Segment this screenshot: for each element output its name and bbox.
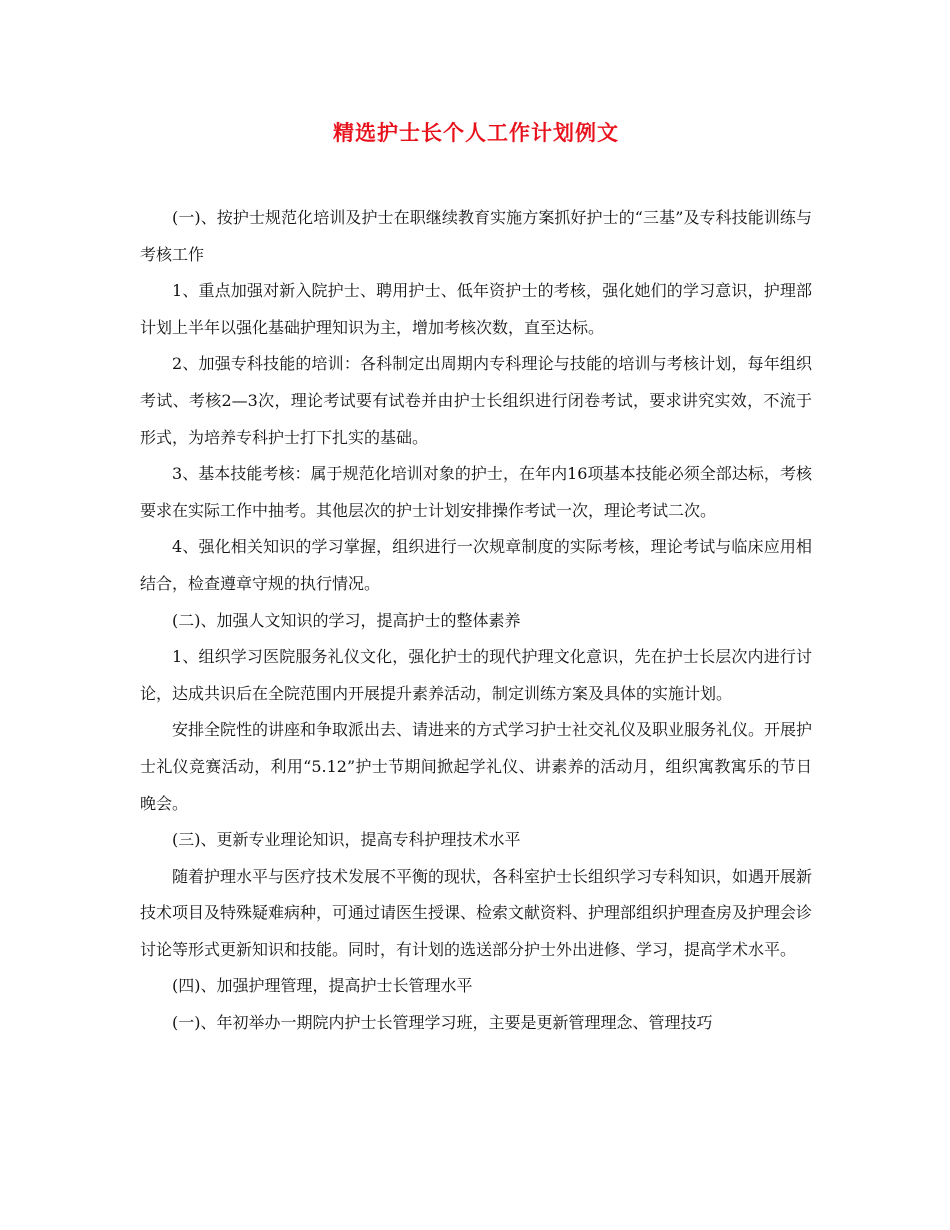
paragraph-section-1-heading: (一)、按护士规范化培训及护士在职继续教育实施方案抓好护士的“三基”及专科技能训练与考核工作	[140, 208, 812, 264]
paragraph-item-1: 1、重点加强对新入院护士、聘用护士、低年资护士的考核，强化她们的学习意识，护理部计划上半年以强化基础护理知识为主，增加考核次数，直至达标。	[140, 281, 812, 337]
document-title: 精选护士长个人工作计划例文	[333, 120, 619, 145]
paragraph-specialty-knowledge: 随着护理水平与医疗技术发展不平衡的现状，各科室护士长组织学习专科知识，如遇开展新技术项目及特殊疑难病种，可通过请医生授课、检索文献资料、护理部组织护理查房及护理会诊讨论等形式更新知识和技能。同时，有计划的选送部分护士外出进修、学习，提高学术水平。	[140, 866, 813, 959]
paragraph-section-4-heading: (四)、加强护理管理，提高护士长管理水平	[172, 976, 473, 996]
paragraph-item-2: 2、加强专科技能的培训：各科制定出周期内专科理论与技能的培训与考核计划，每年组织考试、考核2—3次，理论考试要有试卷并由护士长组织进行闭卷考试，要求讲究实效，不流于形式，为培养专科护士打下扎实的基础。	[140, 354, 812, 447]
document-page	[140, 118, 812, 1042]
paragraph-item-3: 3、基本技能考核：属于规范化培训对象的护士，在年内16项基本技能必须全部达标，考核要求在实际工作中抽考。其他层次的护士计划安排操作考试一次，理论考试二次。	[140, 464, 812, 520]
paragraph-item-4: 4、强化相关知识的学习掌握，组织进行一次规章制度的实际考核，理论考试与临床应用相结合，检查遵章守规的执行情况。	[140, 537, 812, 593]
paragraph-section-3-heading: (三)、更新专业理论知识，提高专科护理技术水平	[172, 830, 521, 850]
paragraph-management-training: (一)、年初举办一期院内护士长管理学习班，主要是更新管理理念、管理技巧	[172, 1013, 713, 1033]
paragraph-etiquette-activities: 安排全院性的讲座和争取派出去、请进来的方式学习护士社交礼仪及职业服务礼仪。开展护士礼仪竞赛活动，利用“5.12”护士节期间掀起学礼仪、讲素养的活动月，组织寓教寓乐的节日晚会。	[140, 720, 813, 813]
paragraph-etiquette-culture: 1、组织学习医院服务礼仪文化，强化护士的现代护理文化意识，先在护士长层次内进行讨论，达成共识后在全院范围内开展提升素养活动，制定训练方案及具体的实施计划。	[140, 647, 812, 703]
paragraph-section-2-heading: (二)、加强人文知识的学习，提高护士的整体素养	[172, 610, 521, 630]
